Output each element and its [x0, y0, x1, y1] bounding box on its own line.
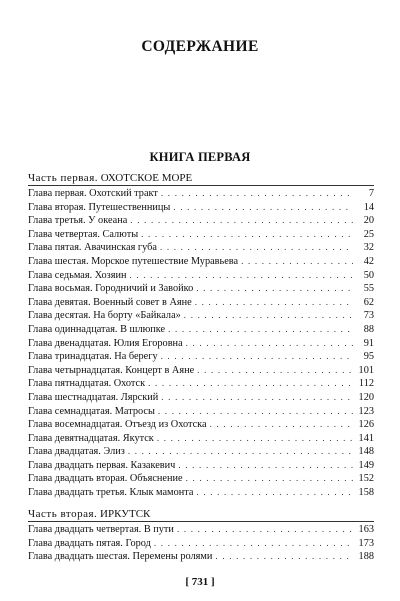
toc-entry-page: 173 [358, 537, 374, 549]
toc-leader-dots [141, 228, 353, 242]
toc-entry-title: Глава восемнадцатая. Отъезд из Охотска [28, 419, 207, 431]
toc-entry-page: 42 [363, 255, 374, 267]
part-label: Часть первая. [28, 172, 98, 184]
toc-entry [28, 241, 374, 255]
toc-entry-title: Глава четвертая. Салюты [28, 228, 139, 240]
toc-entry-title: Глава третья. У океана [28, 215, 128, 227]
toc-entry-page: 126 [358, 419, 374, 431]
toc-leader-dots [129, 269, 353, 283]
part-name: ОХОТСКОЕ МОРЕ [100, 172, 193, 184]
toc-entry [28, 472, 374, 486]
toc-leader-dots [154, 537, 353, 551]
toc-entry-title: Глава двадцать третья. Клык мамонта [28, 487, 194, 499]
toc-entry-page: 20 [363, 215, 374, 227]
toc-leader-dots [130, 214, 353, 228]
toc-entry-page: 101 [358, 364, 374, 376]
toc-entry [28, 187, 374, 201]
toc-entry-title: Глава двадцать первая. Казакевич [28, 459, 176, 471]
toc-entry [28, 405, 374, 419]
toc-leader-dots [186, 337, 353, 351]
toc-entry-title: Глава двадцатая. Элиз [28, 446, 125, 458]
toc-entry-page: 14 [363, 201, 374, 213]
toc-leader-dots [157, 432, 353, 446]
toc-entry [28, 486, 374, 500]
part-name: ИРКУТСК [100, 508, 151, 520]
toc-entry-page: 112 [358, 378, 374, 390]
toc-entry-page: 25 [363, 228, 374, 240]
toc-entry [28, 296, 374, 310]
toc-entry-title: Глава девятнадцатая. Якутск [28, 432, 154, 444]
toc-entry-page: 73 [363, 310, 374, 322]
toc-entry-page: 149 [358, 459, 374, 471]
toc-list-part-1 [28, 187, 374, 500]
toc-leader-dots [158, 405, 353, 419]
toc-entry [28, 214, 374, 228]
toc-entry-page: 141 [358, 432, 374, 444]
toc-entry [28, 350, 374, 364]
toc-leader-dots [197, 364, 353, 378]
toc-entry-page: 91 [363, 337, 374, 349]
toc-leader-dots [161, 187, 353, 201]
toc-entry-page: 95 [363, 351, 374, 363]
toc-entry [28, 309, 374, 323]
toc-leader-dots [160, 241, 353, 255]
toc-entry-title: Глава пятнадцатая. Охотск [28, 378, 146, 390]
toc-entry-title: Глава тринадцатая. На берегу [28, 351, 158, 363]
toc-entry-page: 50 [363, 269, 374, 281]
contents-heading: СОДЕРЖАНИЕ [141, 38, 259, 55]
toc-leader-dots [215, 550, 353, 564]
toc-leader-dots [196, 486, 353, 500]
toc-entry [28, 323, 374, 337]
toc-leader-dots [241, 255, 353, 269]
toc-entry-page: 188 [358, 551, 374, 563]
toc-entry [28, 418, 374, 432]
toc-leader-dots [173, 201, 353, 215]
toc-entry-title: Глава десятая. На борту «Байкала» [28, 310, 181, 322]
toc-entry-page: 120 [358, 391, 374, 403]
toc-entry-title: Глава шестая. Морское путешествие Муравьева [28, 255, 239, 267]
toc-entry-page: 123 [358, 405, 374, 417]
toc-leader-dots [178, 459, 353, 473]
toc-entry [28, 377, 374, 391]
toc-entry [28, 255, 374, 269]
toc-entry-title: Глава шестнадцатая. Лярский [28, 391, 159, 403]
part-heading-2 [28, 508, 150, 520]
toc-list-part-2 [28, 523, 374, 564]
page-number: [ 731 ] [185, 576, 215, 588]
toc-entry-title: Глава двадцать шестая. Перемены ролями [28, 551, 213, 563]
toc-leader-dots [161, 391, 353, 405]
toc-entry [28, 269, 374, 283]
toc-leader-dots [184, 309, 353, 323]
toc-entry [28, 445, 374, 459]
toc-entry-title: Глава двадцать вторая. Объяснение [28, 473, 183, 485]
toc-entry [28, 282, 374, 296]
toc-entry [28, 337, 374, 351]
toc-leader-dots [177, 523, 353, 537]
toc-entry-title: Глава четырнадцатая. Концерт в Аяне [28, 364, 195, 376]
toc-entry-page: 32 [363, 242, 374, 254]
part-divider [28, 185, 374, 186]
toc-entry-title: Глава пятая. Авачинская губа [28, 242, 157, 254]
toc-entry-title: Глава девятая. Военный совет в Аяне [28, 296, 192, 308]
book-title: КНИГА ПЕРВАЯ [149, 150, 251, 164]
toc-entry [28, 228, 374, 242]
toc-entry-title: Глава двадцать четвертая. В пути [28, 524, 174, 535]
toc-entry-title: Глава первая. Охотский тракт [28, 188, 158, 199]
toc-entry-page: 7 [368, 188, 374, 199]
toc-entry-title: Глава одиннадцатая. В шлюпке [28, 323, 166, 335]
toc-entry [28, 550, 374, 564]
toc-entry-page: 55 [363, 283, 374, 295]
toc-entry-title: Глава седьмая. Хозяин [28, 269, 127, 281]
toc-entry-page: 163 [358, 524, 374, 535]
toc-leader-dots [128, 445, 353, 459]
toc-entry-title: Глава семнадцатая. Матросы [28, 405, 155, 417]
toc-leader-dots [210, 418, 353, 432]
toc-entry-title: Глава двадцать пятая. Город [28, 537, 151, 549]
toc-entry-title: Глава двенадцатая. Юлия Егоровна [28, 337, 183, 349]
toc-entry [28, 201, 374, 215]
toc-entry-page: 148 [358, 446, 374, 458]
toc-entry [28, 523, 374, 537]
toc-leader-dots [186, 472, 353, 486]
part-label: Часть вторая. [28, 508, 98, 520]
toc-entry-title: Глава вторая. Путешественницы [28, 201, 171, 213]
toc-entry [28, 364, 374, 378]
toc-leader-dots [161, 350, 353, 364]
toc-entry [28, 391, 374, 405]
part-heading-1 [28, 172, 192, 184]
toc-leader-dots [148, 377, 353, 391]
toc-entry-page: 88 [363, 323, 374, 335]
toc-entry [28, 432, 374, 446]
toc-leader-dots [168, 323, 353, 337]
part-divider [28, 521, 374, 522]
toc-entry-page: 62 [363, 296, 374, 308]
toc-entry [28, 537, 374, 551]
toc-entry-page: 158 [358, 487, 374, 499]
toc-entry-page: 152 [358, 473, 374, 485]
toc-entry [28, 459, 374, 473]
toc-entry-title: Глава восьмая. Городничий и Завойко [28, 283, 194, 295]
toc-leader-dots [195, 296, 353, 310]
toc-leader-dots [196, 282, 353, 296]
